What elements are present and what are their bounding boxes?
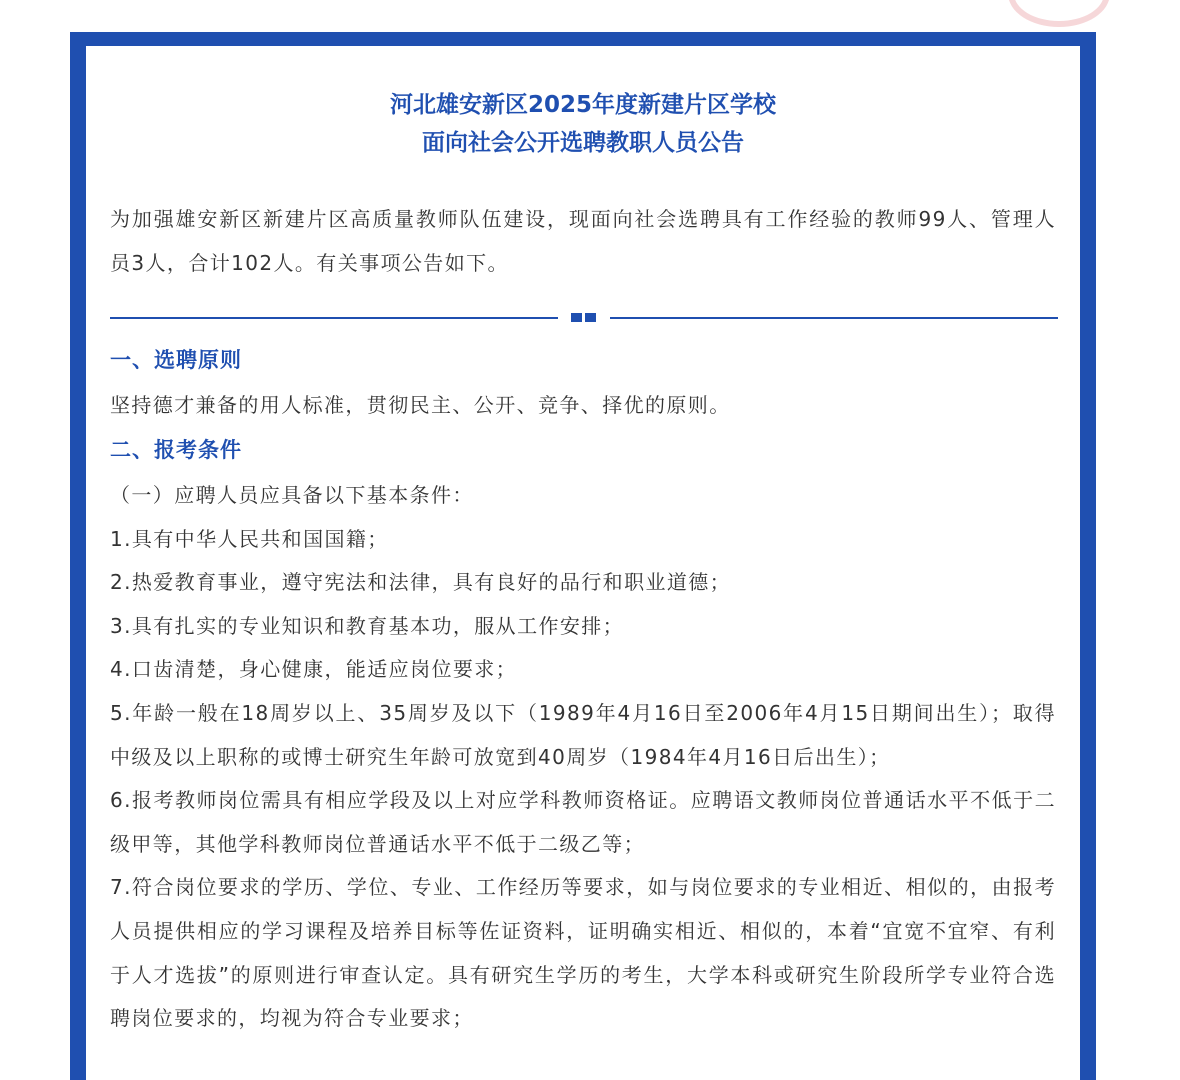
corner-decoration bbox=[1008, 0, 1110, 27]
condition-item: （一）应聘人员应具备以下基本条件： bbox=[110, 483, 474, 507]
condition-item: 2.热爱教育事业，遵守宪法和法律，具有良好的品行和职业道德； bbox=[110, 570, 732, 595]
condition-item: 6.报考教师岗位需具有相应学段及以上对应学科教师资格证。应聘语文教师岗位普通话水平不低于二级甲等，其他学科教师岗位普通话水平不低于二级乙等； bbox=[110, 788, 1056, 856]
divider-line-right bbox=[610, 317, 1058, 319]
condition-item: 7.符合岗位要求的学历、学位、专业、工作经历等要求，如与岗位要求的专业相近、相似的，由报考人员提供相应的学习课程及培养目标等佐证资料，证明确实相近、相似的，本着“宜宽不宜窄、有利于人才选拔”的原则进行审查认定。具有研究生学历的考生，大学本科或研究生阶段所学专业符合选聘岗位要求的，均视为符合专业要求； bbox=[110, 875, 1056, 1031]
conditions-list bbox=[110, 474, 1056, 1041]
condition-item: 3.具有扎实的专业知识和教育基本功，服从工作安排； bbox=[110, 613, 625, 638]
section-heading-principles: 一、选聘原则 bbox=[110, 348, 242, 372]
condition-item: 5.年龄一般在18周岁以上、35周岁及以下（1989年4月16日至2006年4月15日期间出生）；取得中级及以上职称的或博士研究生年龄可放宽到40周岁（1984年4月16日后出生）； bbox=[110, 700, 1056, 769]
condition-item: 1.具有中华人民共和国国籍； bbox=[110, 526, 389, 551]
divider-line-left bbox=[110, 317, 558, 319]
section-divider bbox=[110, 312, 1058, 324]
principles-text: 坚持德才兼备的用人标准，贯彻民主、公开、竞争、择优的原则。 bbox=[110, 393, 731, 417]
title-line-1: 河北雄安新区2025年度新建片区学校 bbox=[389, 92, 776, 118]
condition-item: 4.口齿清楚，身心健康，能适应岗位要求； bbox=[110, 657, 518, 682]
intro-paragraph: 为加强雄安新区新建片区高质量教师队伍建设，现面向社会选聘具有工作经验的教师99人、管理人员3人，合计102人。有关事项公告如下。 bbox=[110, 207, 1056, 275]
announcement-body bbox=[86, 46, 1080, 1080]
announcement-frame bbox=[70, 32, 1096, 1080]
divider-square-icon bbox=[571, 313, 582, 322]
section-heading-conditions: 二、报考条件 bbox=[110, 438, 242, 462]
divider-square-icon bbox=[585, 313, 596, 322]
title-line-2: 面向社会公开选聘教职人员公告 bbox=[422, 130, 744, 156]
